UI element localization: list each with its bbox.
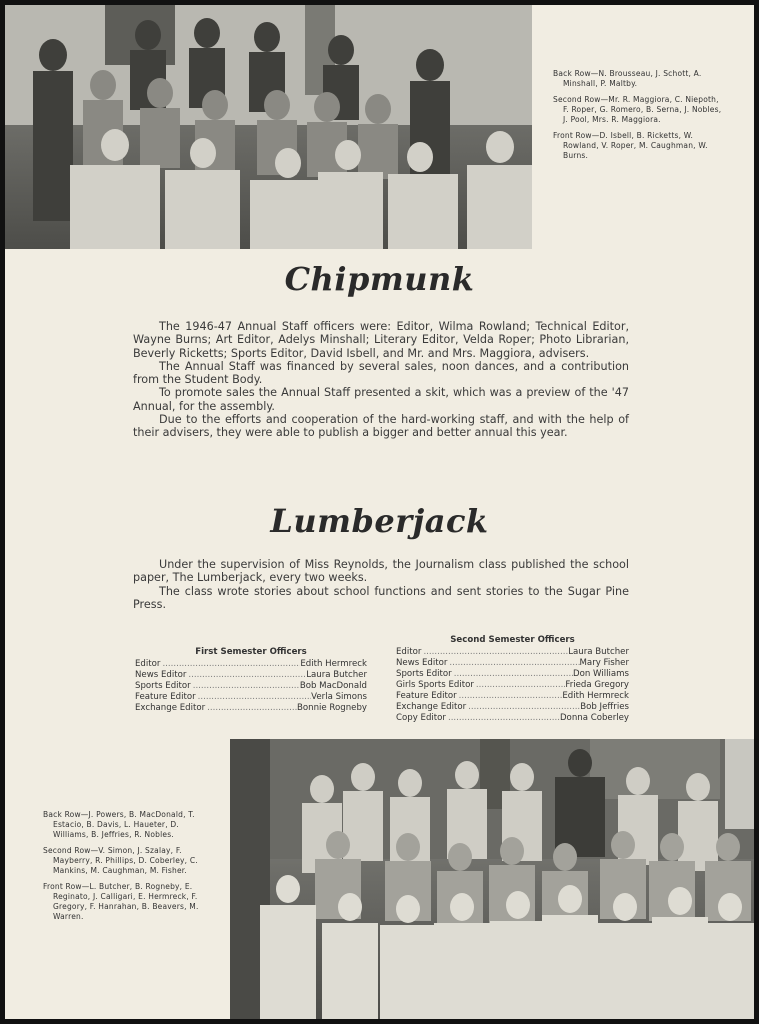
chipmunk-paragraph: Due to the efforts and cooperation of the hard-working staff, and with the help of their advisers, they were able to publish a bigger and better annual this year. xyxy=(133,413,629,440)
officer-row xyxy=(135,692,367,703)
officer-name: Mary Fisher xyxy=(579,658,629,668)
chipmunk-paragraph: The Annual Staff was financed by several sales, noon dances, and a contribution from the Student Body. xyxy=(133,359,629,387)
officer-role: Sports Editor xyxy=(135,681,191,691)
first-semester-title: First Semester Officers xyxy=(195,647,307,657)
officer-row xyxy=(396,669,629,680)
journalism-class-photo xyxy=(230,739,754,1019)
officer-row xyxy=(135,670,367,681)
officer-name: Laura Butcher xyxy=(306,670,367,680)
journalism-photo-caption xyxy=(43,810,213,928)
annual-staff-photo xyxy=(5,5,532,249)
first-semester-officers xyxy=(135,647,367,714)
officer-row xyxy=(135,659,367,670)
officer-role: Copy Editor xyxy=(396,713,446,723)
officer-role: Exchange Editor xyxy=(135,703,206,713)
officer-row xyxy=(135,681,367,692)
officer-row xyxy=(396,691,629,702)
lumberjack-paragraph: Under the supervision of Miss Reynolds, the Journalism class published the school paper, The Lumberjack, every two weeks. xyxy=(133,558,629,585)
second-semester-title: Second Semester Officers xyxy=(450,635,575,645)
officer-name: Bob MacDonald xyxy=(299,681,367,691)
chipmunk-paragraph: To promote sales the Annual Staff presented a skit, which was a preview of the '47 Annual, for the assembly. xyxy=(133,386,629,413)
officer-name: Bonnie Rogneby xyxy=(296,703,367,713)
officer-row xyxy=(396,680,629,691)
officer-role: News Editor xyxy=(396,658,448,668)
caption-front-row: Front Row—L. Butcher, B. Rogneby, E. Reginato, J. Calligari, E. Hermreck, F. Gregory, F. Hanrahan, B. Beavers, M. Warren. xyxy=(43,882,199,921)
officer-name: Frieda Gregory xyxy=(565,680,629,690)
officer-name: Laura Butcher xyxy=(568,647,629,657)
officer-row xyxy=(135,703,367,714)
lumberjack-paragraph: The class wrote stories about school functions and sent stories to the Sugar Pine Press. xyxy=(133,584,629,611)
caption-front-row: Front Row—D. Isbell, B. Ricketts, W. Rowland, V. Roper, M. Caughman, W. Burns. xyxy=(553,131,708,160)
caption-back-row: Back Row—N. Brousseau, J. Schott, A. Minshall, P. Maltby. xyxy=(553,69,702,88)
officer-name: Bob Jeffries xyxy=(580,702,629,712)
officer-role: Girls Sports Editor xyxy=(396,680,474,690)
yearbook-page xyxy=(5,5,754,1019)
officer-role: Feature Editor xyxy=(396,691,457,701)
officer-name: Edith Hermreck xyxy=(300,659,367,669)
officer-name: Don Williams xyxy=(572,669,629,679)
caption-second-row: Second Row—V. Simon, J. Szalay, F. Mayberry, R. Phillips, D. Coberley, C. Mankins, M. Caughman, M. Fisher. xyxy=(43,846,198,875)
officer-name: Verla Simons xyxy=(311,692,367,702)
officer-row xyxy=(396,658,629,669)
officer-row xyxy=(396,713,629,724)
chipmunk-text xyxy=(133,320,629,440)
caption-back-row: Back Row—J. Powers, B. MacDonald, T. Estacio, B. Davis, L. Haueter, D. Williams, B. Jeffries, R. Nobles. xyxy=(43,810,195,839)
officer-role: Exchange Editor xyxy=(396,702,467,712)
lumberjack-heading: Lumberjack xyxy=(270,502,489,540)
officer-role: Sports Editor xyxy=(396,669,452,679)
chipmunk-paragraph: The 1946-47 Annual Staff officers were: Editor, Wilma Rowland; Technical Editor, Wayne Burns; Art Editor, Adelys Minshall; Literary Editor, Velda Roper; Photo Librarian, Beverly Ricketts; Sports Editor, David Isbell, and Mr. and Mrs. Maggiora, advisers. xyxy=(133,320,629,360)
staff-photo-caption xyxy=(553,69,725,167)
officer-name: Donna Coberley xyxy=(559,713,629,723)
officer-row xyxy=(396,702,629,713)
officer-role: Feature Editor xyxy=(135,692,196,702)
officer-row xyxy=(396,647,629,658)
caption-second-row: Second Row—Mr. R. Maggiora, C. Niepoth, F. Roper, G. Romero, B. Serna, J. Nobles, J. Pool, Mrs. R. Maggiora. xyxy=(553,95,722,124)
second-semester-officers xyxy=(396,635,629,724)
officer-name: Edith Hermreck xyxy=(562,691,629,701)
officer-role: News Editor xyxy=(135,670,187,680)
lumberjack-text xyxy=(133,558,629,611)
officer-role: Editor xyxy=(396,647,422,657)
chipmunk-heading: Chipmunk xyxy=(284,260,475,298)
officer-role: Editor xyxy=(135,659,161,669)
